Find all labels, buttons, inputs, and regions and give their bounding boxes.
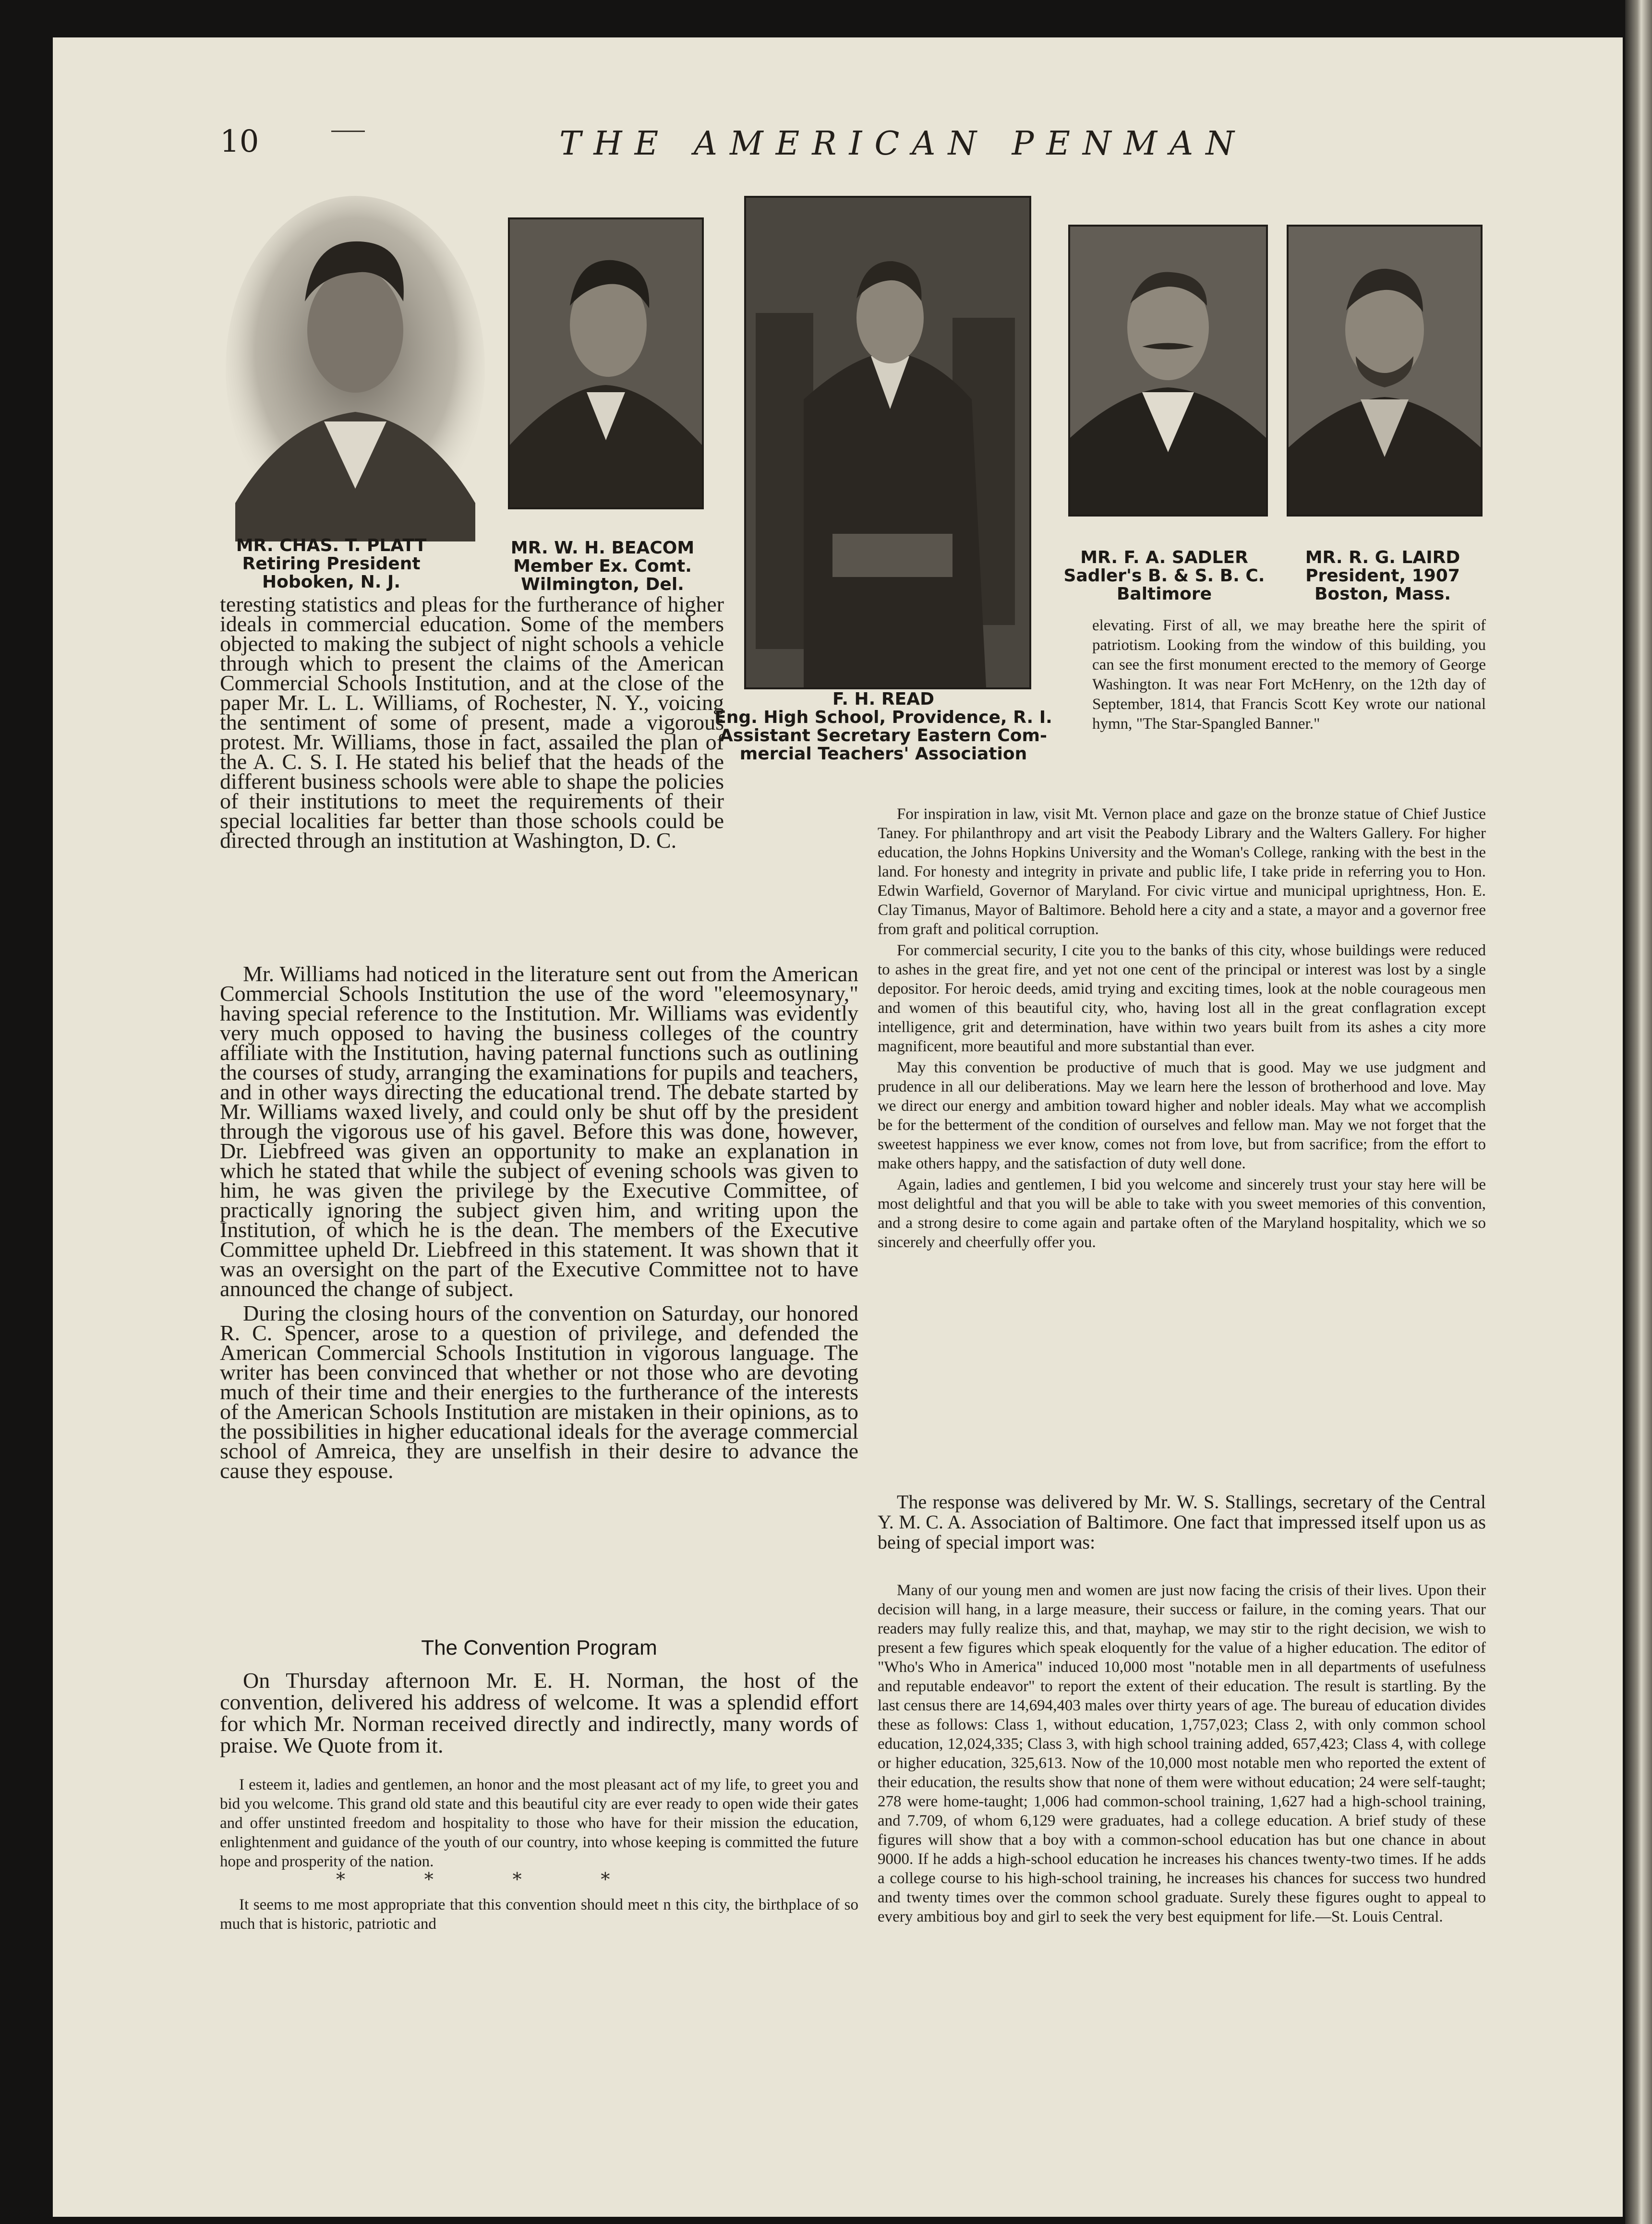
- paragraph: For commercial security, I cite you to the banks of this city, whose buildings were reduced to ashes in the great fire, and yet not one cent of the principal or interest was lost by a single depositor. For heroic deeds, amid trying and exciting times, look at the noble courageous men and women of this beautiful city, who, having lost all in the great conflagration except intelligence, grit and determination, have within two years built from its ashes a city more magnificent, more beautiful and more substantial than ever.: [878, 942, 1486, 1055]
- caption-read: [687, 690, 1080, 763]
- right-column-body: [878, 805, 1486, 1252]
- caption-beacom: [490, 539, 715, 594]
- print-mark: [331, 131, 365, 132]
- response-intro: [878, 1492, 1486, 1552]
- response-text: [878, 1581, 1486, 1926]
- portrait-platt: [226, 196, 485, 541]
- caption-name: F. H. READ: [832, 689, 934, 709]
- portrait-beacom: [508, 217, 704, 509]
- portrait-laird: [1287, 225, 1483, 517]
- right-column-top: [1092, 616, 1486, 734]
- welcome-quote-cont: [220, 1895, 858, 1934]
- caption-location: Baltimore: [1116, 584, 1212, 604]
- paragraph: Again, ladies and gentlemen, I bid you welcome and sincerely trust your stay here will be most delightful and that you will be able to take with you sweet memories of this convention, and a strong desire to come again and partake often of the Maryland hospitality, which we so sincerely and cheerfully offer you.: [878, 1176, 1486, 1251]
- quote-paragraph: It seems to me most appropriate that this convention should meet n this city, the birthplace of so much that is historic, patriotic and: [220, 1896, 858, 1933]
- section-break-stars: * * * *: [336, 1869, 612, 1890]
- running-title: THE AMERICAN PENMAN: [559, 125, 1247, 163]
- quote-paragraph: I esteem it, ladies and gentlemen, an honor and the most pleasant act of my life, to greet you and bid you welcome. This grand old state and this beautiful city are ever ready to open wide their gates and offer unstinted freedom and hospitality to those who have for their mission the education, enlightenment and guidance of the youth of our country, into whose keeping is committed the future hope and prosperity of the nation.: [220, 1776, 858, 1870]
- caption-location: Wilmington, Del.: [521, 575, 684, 594]
- caption-name: MR. W. H. BEACOM: [510, 538, 695, 558]
- paragraph: On Thursday afternoon Mr. E. H. Norman, the host of the convention, delivered his address of welcome. It was a splendid effort for which Mr. Norman received directly and indirectly, many words of praise. We Quote from it.: [220, 1668, 858, 1757]
- left-column-body: [220, 962, 858, 1483]
- paragraph: elevating. First of all, we may breathe here the spirit of patriotism. Looking from the window of this building, you can see the first monument erected to the memory of George Washington. It was near Fort McHenry, on the 12th day of September, 1814, that Francis Scott Key wrote our national hymn, "The Star-Spangled Banner.": [1092, 617, 1486, 733]
- portrait-read: [744, 196, 1031, 689]
- caption-platt: [197, 537, 466, 591]
- portrait-sadler: [1068, 225, 1268, 517]
- paragraph: The response was delivered by Mr. W. S. Stallings, secretary of the Central Y. M. C. A. Association of Baltimore. One fact that impressed itself upon us as being of special import was:: [878, 1491, 1486, 1553]
- caption-role: Assistant Secretary Eastern Com-: [720, 726, 1047, 745]
- caption-sadler: [1051, 549, 1277, 603]
- magazine-page: [53, 37, 1623, 2217]
- caption-title: Sadler's B. & S. B. C.: [1063, 566, 1265, 586]
- book-spine-edge: [1625, 0, 1652, 2224]
- caption-location: Hoboken, N. J.: [262, 572, 400, 592]
- paragraph: During the closing hours of the convention on Saturday, our honored R. C. Spencer, arose to a question of privilege, and defended the American Commercial Schools Institution in vigorous language. The writer has been convinced that whether or not those who are devoting much of their time and their energies to the furtherance of the interests of the American Schools Institution are mistaken in their opinions, as to the possibilities in higher educational ideals for the average commercial school of Amreica, they are unselfish in their desire to advance the cause they espouse.: [220, 1301, 858, 1483]
- caption-name: MR. R. G. LAIRD: [1305, 548, 1460, 567]
- section-heading: The Convention Program: [421, 1636, 657, 1659]
- paragraph: May this convention be productive of much that is good. May we use judgment and prudence in all our deliberations. May we learn here the lesson of brotherhood and love. May we direct our energy and ambition toward higher and nobler ideals. May what we accomplish be for the betterment of the condition of ourselves and fellow man. May we not forget that the sweetest happiness we ever know, comes not from love, but from sacrifice; from the effort to make others happy, and the satisfaction of duty well done.: [878, 1059, 1486, 1172]
- caption-title: Member Ex. Comt.: [513, 556, 692, 576]
- paragraph: Mr. Williams had noticed in the literature sent out from the American Commercial Schools Institution the use of the word "eleemosynary," having special reference to the Institution. Mr. Williams was evidently very much opposed to having the business colleges of the country affiliate with the Institution, having paternal functions such as outlining the courses of study, arranging the examinations for pupils and teachers, and in other ways directing the educational trend. The debate started by Mr. Williams waxed lively, and could only be shut off by the president through the vigorous use of his gavel. Before this was done, however, Dr. Liebfreed was given an opportunity to make an explanation in which he stated that while the subject of evening schools was given to him, he was given the privilege by the Executive Committee, of practically ignoring the subject given him, and writing upon the Institution, of which he is the dean. The members of the Executive Committee upheld Dr. Liebfreed in this statement. It was shown that it was an oversight on the part of the Executive Committee not to have announced the change of subject.: [220, 962, 858, 1301]
- program-intro: [220, 1670, 858, 1756]
- paragraph: For inspiration in law, visit Mt. Vernon place and gaze on the bronze statue of Chief Justice Taney. For philanthropy and art visit the Peabody Library and the Walters Gallery. For higher education, the Johns Hopkins University and the Woman's College, ranking with the best in the land. For honesty and integrity in private and public life, I take pride in referring you to Hon. Edwin Warfield, Governor of Maryland. For civic virtue and municipal uprightness, Hon. E. Clay Timanus, Mayor of Baltimore. Behold here a city and a state, a mayor and a governor free from graft and political corruption.: [878, 805, 1486, 938]
- paragraph: teresting statistics and pleas for the furtherance of higher ideals in commercial education. Some of the members objected to making the subject of night schools a vehicle through which to present the claims of the American Commercial Schools Institution, and at the close of the paper Mr. L. L. Williams, of Rochester, N. Y., voicing the sentiment of some of present, made a vigorous protest. Mr. Williams, those in fact, assailed the plan of the A. C. S. I. He stated his belief that the heads of the different business schools were able to shape the policies of their institutions to meet the requirements of their special localities far better than those schools could be directed through an institution at Washington, D. C.: [220, 592, 724, 853]
- caption-title: Eng. High School, Providence, R. I.: [714, 708, 1052, 727]
- caption-location: Boston, Mass.: [1314, 584, 1451, 604]
- left-column-top: [220, 592, 724, 853]
- caption-name: MR. CHAS. T. PLATT: [236, 536, 427, 555]
- page-number: 10: [220, 124, 259, 159]
- caption-title: Retiring President: [242, 554, 421, 574]
- caption-name: MR. F. A. SADLER: [1080, 548, 1248, 567]
- paragraph: Many of our young men and women are just now facing the crisis of their lives. Upon their decision will hang, in a large measure, their success or failure, in the coming years. That our readers may fully realize this, and that, mayhap, we may stir to the right decision, we wish to present a few figures which speak eloquently for the value of a higher education. The editor of "Who's Who in America" induced 10,000 most "notable men in all departments of usefulness and reputable endeavor" to report the extent of their education. The result is startling. By the last census there are 14,694,403 males over thirty years of age. The bureau of education divides these as follows: Class 1, without education, 1,757,023; Class 2, with only common school education, 12,024,335; Class 3, with high school training added, 657,423; Class 4, with college or higher education, 325,613. Now of the 10,000 most notable men who reported the extent of their education, the results show that none of them were without education; 24 were self-taught; 278 were home-taught; 1,006 had common-school training, 1,627 had a high-school training, and 7.709, of whom 6,129 were graduates, had a college education. A brief study of these figures will show that a boy with a common-school education has but one chance in about 9000. If he adds a high-school education he increases his chances twenty-two times. If he adds a college course to his high-school training, he increases his chances for success two hundred and twenty times over the common school graduate. Surely these figures ought to appeal to every ambitious boy and girl to seek the very best equipment for life.—St. Louis Central.: [878, 1582, 1486, 1925]
- welcome-quote: [220, 1775, 858, 1871]
- caption-role-cont: mercial Teachers' Association: [739, 744, 1027, 764]
- caption-laird: [1272, 549, 1493, 603]
- caption-title: President, 1907: [1305, 566, 1460, 586]
